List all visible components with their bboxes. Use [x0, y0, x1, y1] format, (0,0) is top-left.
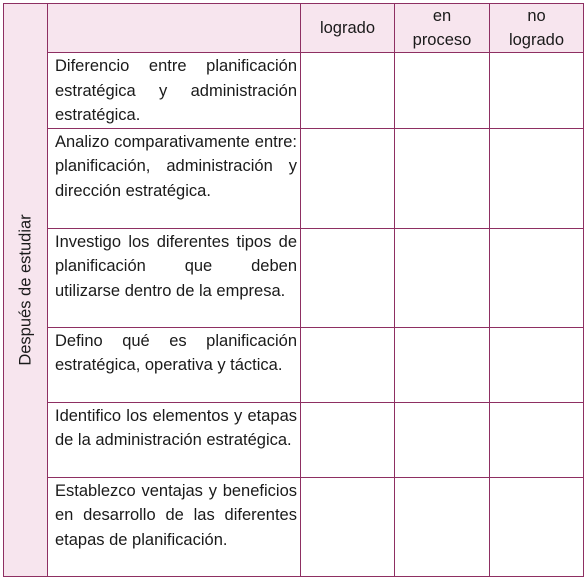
row-description: Defino qué es planificación estratégica, operativa y táctica. [48, 327, 301, 402]
in-progress-cell[interactable] [395, 53, 490, 129]
achieved-cell[interactable] [301, 53, 395, 129]
in-progress-cell[interactable] [395, 327, 490, 402]
not-achieved-cell[interactable] [490, 327, 584, 402]
in-progress-cell[interactable] [395, 402, 490, 477]
self-assessment-table [3, 3, 584, 577]
table-row [4, 228, 584, 327]
in-progress-cell[interactable] [395, 228, 490, 327]
table-row [4, 128, 584, 228]
side-label: Después de estudiar [16, 214, 34, 366]
row-description: Establezco ventajas y beneficios en desarrollo de las diferentes etapas de planificación. [48, 477, 301, 576]
header-row [4, 4, 584, 53]
table-row [4, 327, 584, 402]
header-not-achieved: no logrado [490, 4, 584, 53]
table-row [4, 402, 584, 477]
achieved-cell[interactable] [301, 402, 395, 477]
achieved-cell[interactable] [301, 228, 395, 327]
side-label-cell [4, 4, 48, 577]
in-progress-cell[interactable] [395, 128, 490, 228]
table-row [4, 53, 584, 129]
achieved-cell[interactable] [301, 128, 395, 228]
row-description: Investigo los diferentes tipos de planificación que deben utilizarse dentro de la empresa. [48, 228, 301, 327]
row-description: Diferencio entre planificación estratégica y administración estratégica. [48, 53, 301, 129]
achieved-cell[interactable] [301, 477, 395, 576]
achieved-cell[interactable] [301, 327, 395, 402]
row-description: Analizo comparativamente entre: planificación, administración y dirección estratégica. [48, 128, 301, 228]
header-achieved: logrado [301, 4, 395, 53]
table-row [4, 477, 584, 576]
not-achieved-cell[interactable] [490, 477, 584, 576]
not-achieved-cell[interactable] [490, 228, 584, 327]
header-blank-cell [48, 4, 301, 53]
not-achieved-cell[interactable] [490, 53, 584, 129]
not-achieved-cell[interactable] [490, 402, 584, 477]
row-description: Identifico los elementos y etapas de la administración estratégica. [48, 402, 301, 477]
header-in-progress: en proceso [395, 4, 490, 53]
not-achieved-cell[interactable] [490, 128, 584, 228]
in-progress-cell[interactable] [395, 477, 490, 576]
